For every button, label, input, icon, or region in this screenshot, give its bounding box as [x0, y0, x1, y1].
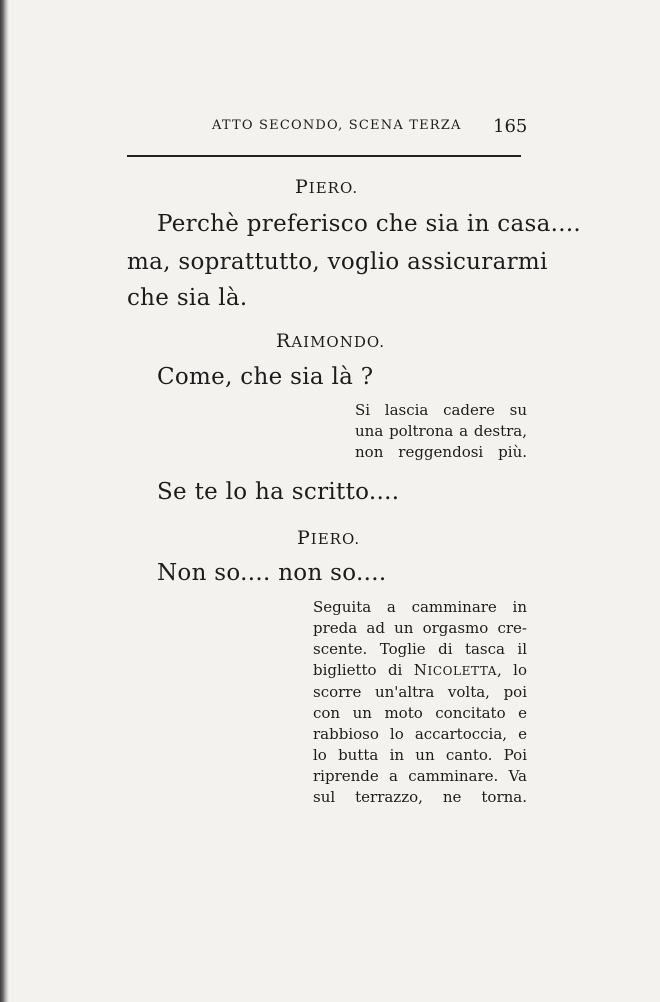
speech-line: ma, soprattutto, voglio assicurarmi — [127, 249, 548, 275]
running-head: ATTO SECONDO, SCENA TERZA — [212, 118, 462, 133]
speaker-piero: PIERO. — [297, 527, 361, 549]
speech-line: che sia là. — [127, 285, 248, 311]
speech-line: Non so.... non so.... — [157, 560, 387, 586]
speaker-piero: PIERO. — [295, 176, 359, 198]
page-edge-shadow — [0, 0, 9, 1002]
stage-direction: Si lascia cadere su una poltrona a destra, non reggendosi più. — [355, 401, 527, 461]
speech-line: Perchè preferisco che sia in casa.... — [157, 211, 582, 237]
stage-direction: Seguita a camminare in preda ad un orgasmo cre- scente. Toglie di tasca il biglietto di NICOLETTA, lo scorre un'altra volta, poi con un moto concitato e rabbioso lo accartoccia, e lo butta in un canto. Poi riprende a camminare. Va sul terrazzo, ne torna. — [313, 598, 527, 806]
page-number: 165 — [493, 116, 528, 137]
character-name-nicoletta: NICOLETTA — [413, 661, 498, 679]
speech-line: Se te lo ha scritto.... — [157, 479, 400, 505]
speech-line: Come, che sia là ? — [157, 364, 374, 390]
speaker-raimondo: RAIMONDO. — [276, 330, 386, 352]
header-rule — [127, 155, 521, 157]
